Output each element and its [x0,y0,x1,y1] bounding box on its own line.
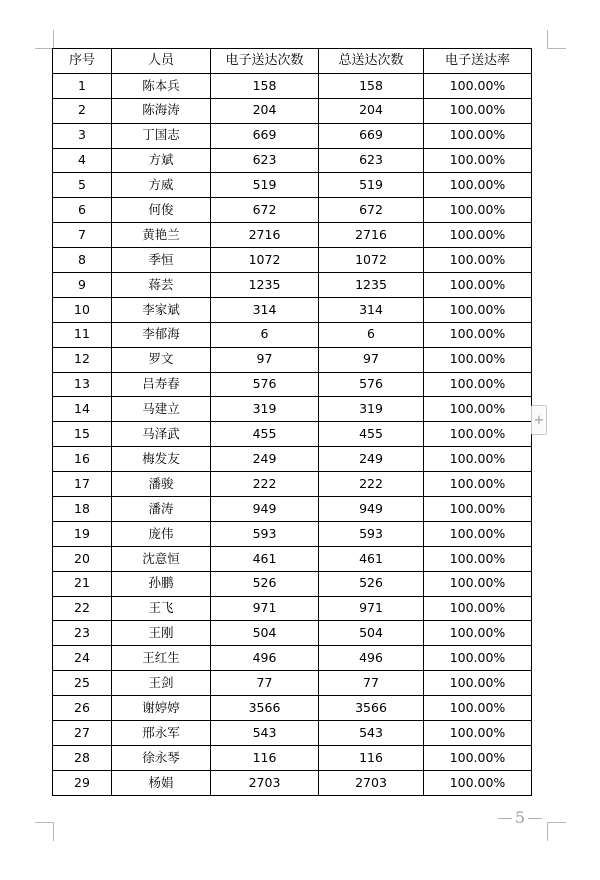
cell-name: 罗文 [112,347,211,372]
cell-electronic-count: 6 [211,322,319,347]
page-number-value: 5 [514,808,526,827]
cell-index: 2 [53,98,112,123]
cell-electronic-count: 2703 [211,770,319,795]
cell-name: 吕寿春 [112,372,211,397]
cell-electronic-count: 576 [211,372,319,397]
cell-name: 庞伟 [112,521,211,546]
cell-electronic-count: 504 [211,621,319,646]
page-corner-mark-top-left [35,30,54,49]
cell-index: 4 [53,148,112,173]
cell-total-count: 2703 [319,770,424,795]
cell-electronic-count: 314 [211,297,319,322]
cell-electronic-rate: 100.00% [424,721,532,746]
cell-electronic-rate: 100.00% [424,646,532,671]
table-row [53,248,532,273]
cell-name: 方斌 [112,148,211,173]
cell-index: 27 [53,721,112,746]
cell-electronic-rate: 100.00% [424,372,532,397]
cell-electronic-rate: 100.00% [424,497,532,522]
cell-index: 28 [53,745,112,770]
cell-index: 14 [53,397,112,422]
cell-electronic-rate: 100.00% [424,347,532,372]
cell-total-count: 593 [319,521,424,546]
cell-name: 李家斌 [112,297,211,322]
cell-electronic-count: 623 [211,148,319,173]
table-row [53,198,532,223]
table-row [53,422,532,447]
cell-name: 陈本兵 [112,73,211,98]
cell-total-count: 319 [319,397,424,422]
cell-name: 王飞 [112,596,211,621]
cell-name: 邢永军 [112,721,211,746]
cell-index: 25 [53,671,112,696]
cell-electronic-count: 461 [211,546,319,571]
cell-electronic-count: 2716 [211,223,319,248]
cell-index: 22 [53,596,112,621]
cell-name: 黄艳兰 [112,223,211,248]
cell-name: 王剑 [112,671,211,696]
cell-electronic-rate: 100.00% [424,546,532,571]
cell-electronic-rate: 100.00% [424,621,532,646]
cell-index: 15 [53,422,112,447]
cell-index: 5 [53,173,112,198]
cell-electronic-rate: 100.00% [424,248,532,273]
cell-index: 24 [53,646,112,671]
table-add-row-button[interactable]: + [531,405,547,435]
table-row [53,745,532,770]
table-row [53,497,532,522]
cell-total-count: 971 [319,596,424,621]
cell-electronic-rate: 100.00% [424,273,532,298]
table-row [53,721,532,746]
cell-index: 3 [53,123,112,148]
cell-name: 王红生 [112,646,211,671]
page-number-dash-right [528,818,542,819]
table-row [53,372,532,397]
cell-total-count: 543 [319,721,424,746]
cell-electronic-rate: 100.00% [424,98,532,123]
cell-name: 丁国志 [112,123,211,148]
table-row [53,397,532,422]
page-corner-mark-top-right [547,30,566,49]
cell-total-count: 249 [319,447,424,472]
cell-name: 蒋芸 [112,273,211,298]
cell-index: 12 [53,347,112,372]
cell-index: 9 [53,273,112,298]
header-name: 人员 [112,49,211,74]
cell-index: 21 [53,571,112,596]
cell-index: 7 [53,223,112,248]
table-row [53,472,532,497]
cell-name: 徐永琴 [112,745,211,770]
cell-total-count: 496 [319,646,424,671]
table-row [53,696,532,721]
header-total-count: 总送达次数 [319,49,424,74]
table-row [53,273,532,298]
cell-total-count: 6 [319,322,424,347]
table-row [53,123,532,148]
cell-electronic-count: 222 [211,472,319,497]
cell-electronic-rate: 100.00% [424,745,532,770]
cell-index: 6 [53,198,112,223]
cell-total-count: 1235 [319,273,424,298]
cell-electronic-rate: 100.00% [424,521,532,546]
cell-name: 李郁海 [112,322,211,347]
cell-name: 季恒 [112,248,211,273]
cell-name: 沈意恒 [112,546,211,571]
cell-total-count: 576 [319,372,424,397]
cell-electronic-count: 3566 [211,696,319,721]
cell-electronic-count: 526 [211,571,319,596]
table-row [53,596,532,621]
cell-total-count: 158 [319,73,424,98]
table-row [53,546,532,571]
cell-total-count: 2716 [319,223,424,248]
cell-electronic-rate: 100.00% [424,472,532,497]
cell-electronic-rate: 100.00% [424,297,532,322]
cell-electronic-count: 669 [211,123,319,148]
delivery-rate-table [52,48,532,796]
cell-total-count: 461 [319,546,424,571]
cell-electronic-count: 949 [211,497,319,522]
cell-electronic-rate: 100.00% [424,447,532,472]
cell-name: 王刚 [112,621,211,646]
cell-electronic-count: 971 [211,596,319,621]
cell-electronic-count: 543 [211,721,319,746]
cell-name: 何俊 [112,198,211,223]
cell-total-count: 519 [319,173,424,198]
cell-name: 方威 [112,173,211,198]
cell-electronic-rate: 100.00% [424,148,532,173]
page-number-dash-left [498,818,512,819]
cell-electronic-count: 249 [211,447,319,472]
cell-electronic-rate: 100.00% [424,422,532,447]
table-row [53,770,532,795]
table-row [53,521,532,546]
cell-index: 17 [53,472,112,497]
cell-name: 潘骏 [112,472,211,497]
page-number [490,806,550,830]
cell-electronic-rate: 100.00% [424,571,532,596]
cell-total-count: 526 [319,571,424,596]
cell-total-count: 455 [319,422,424,447]
cell-name: 梅发友 [112,447,211,472]
cell-electronic-count: 97 [211,347,319,372]
cell-total-count: 669 [319,123,424,148]
table-row [53,148,532,173]
cell-electronic-count: 158 [211,73,319,98]
page-corner-mark-bottom-left [35,822,54,841]
cell-total-count: 949 [319,497,424,522]
cell-index: 8 [53,248,112,273]
cell-total-count: 77 [319,671,424,696]
header-index: 序号 [53,49,112,74]
cell-electronic-count: 496 [211,646,319,671]
cell-electronic-count: 77 [211,671,319,696]
cell-total-count: 314 [319,297,424,322]
cell-electronic-count: 1235 [211,273,319,298]
cell-index: 1 [53,73,112,98]
table-row [53,646,532,671]
table-row [53,223,532,248]
cell-electronic-rate: 100.00% [424,173,532,198]
cell-electronic-rate: 100.00% [424,123,532,148]
cell-name: 杨娟 [112,770,211,795]
cell-total-count: 504 [319,621,424,646]
cell-electronic-rate: 100.00% [424,322,532,347]
header-electronic-count: 电子送达次数 [211,49,319,74]
cell-electronic-count: 319 [211,397,319,422]
cell-index: 29 [53,770,112,795]
cell-electronic-rate: 100.00% [424,223,532,248]
cell-electronic-rate: 100.00% [424,696,532,721]
cell-total-count: 672 [319,198,424,223]
header-electronic-rate: 电子送达率 [424,49,532,74]
cell-total-count: 3566 [319,696,424,721]
cell-electronic-count: 672 [211,198,319,223]
cell-index: 19 [53,521,112,546]
cell-total-count: 623 [319,148,424,173]
cell-electronic-count: 593 [211,521,319,546]
cell-name: 潘涛 [112,497,211,522]
cell-electronic-count: 116 [211,745,319,770]
cell-total-count: 222 [319,472,424,497]
cell-electronic-rate: 100.00% [424,770,532,795]
table-row [53,98,532,123]
cell-index: 18 [53,497,112,522]
table-row [53,297,532,322]
table-row [53,621,532,646]
cell-electronic-count: 204 [211,98,319,123]
table-header-row [53,49,532,74]
cell-total-count: 204 [319,98,424,123]
cell-index: 26 [53,696,112,721]
cell-electronic-count: 519 [211,173,319,198]
table-row [53,347,532,372]
table-row [53,322,532,347]
cell-index: 16 [53,447,112,472]
cell-electronic-count: 1072 [211,248,319,273]
cell-electronic-rate: 100.00% [424,671,532,696]
cell-index: 11 [53,322,112,347]
cell-electronic-rate: 100.00% [424,397,532,422]
table-row [53,447,532,472]
table-row [53,73,532,98]
cell-electronic-count: 455 [211,422,319,447]
cell-name: 马泽武 [112,422,211,447]
cell-name: 马建立 [112,397,211,422]
cell-name: 孙鹏 [112,571,211,596]
cell-electronic-rate: 100.00% [424,596,532,621]
table-row [53,571,532,596]
table-row [53,173,532,198]
table-row [53,671,532,696]
cell-index: 20 [53,546,112,571]
cell-electronic-rate: 100.00% [424,73,532,98]
table-body [53,73,532,795]
cell-total-count: 116 [319,745,424,770]
cell-index: 23 [53,621,112,646]
cell-electronic-rate: 100.00% [424,198,532,223]
cell-index: 13 [53,372,112,397]
cell-total-count: 1072 [319,248,424,273]
cell-index: 10 [53,297,112,322]
cell-total-count: 97 [319,347,424,372]
cell-name: 谢婷婷 [112,696,211,721]
cell-name: 陈海涛 [112,98,211,123]
